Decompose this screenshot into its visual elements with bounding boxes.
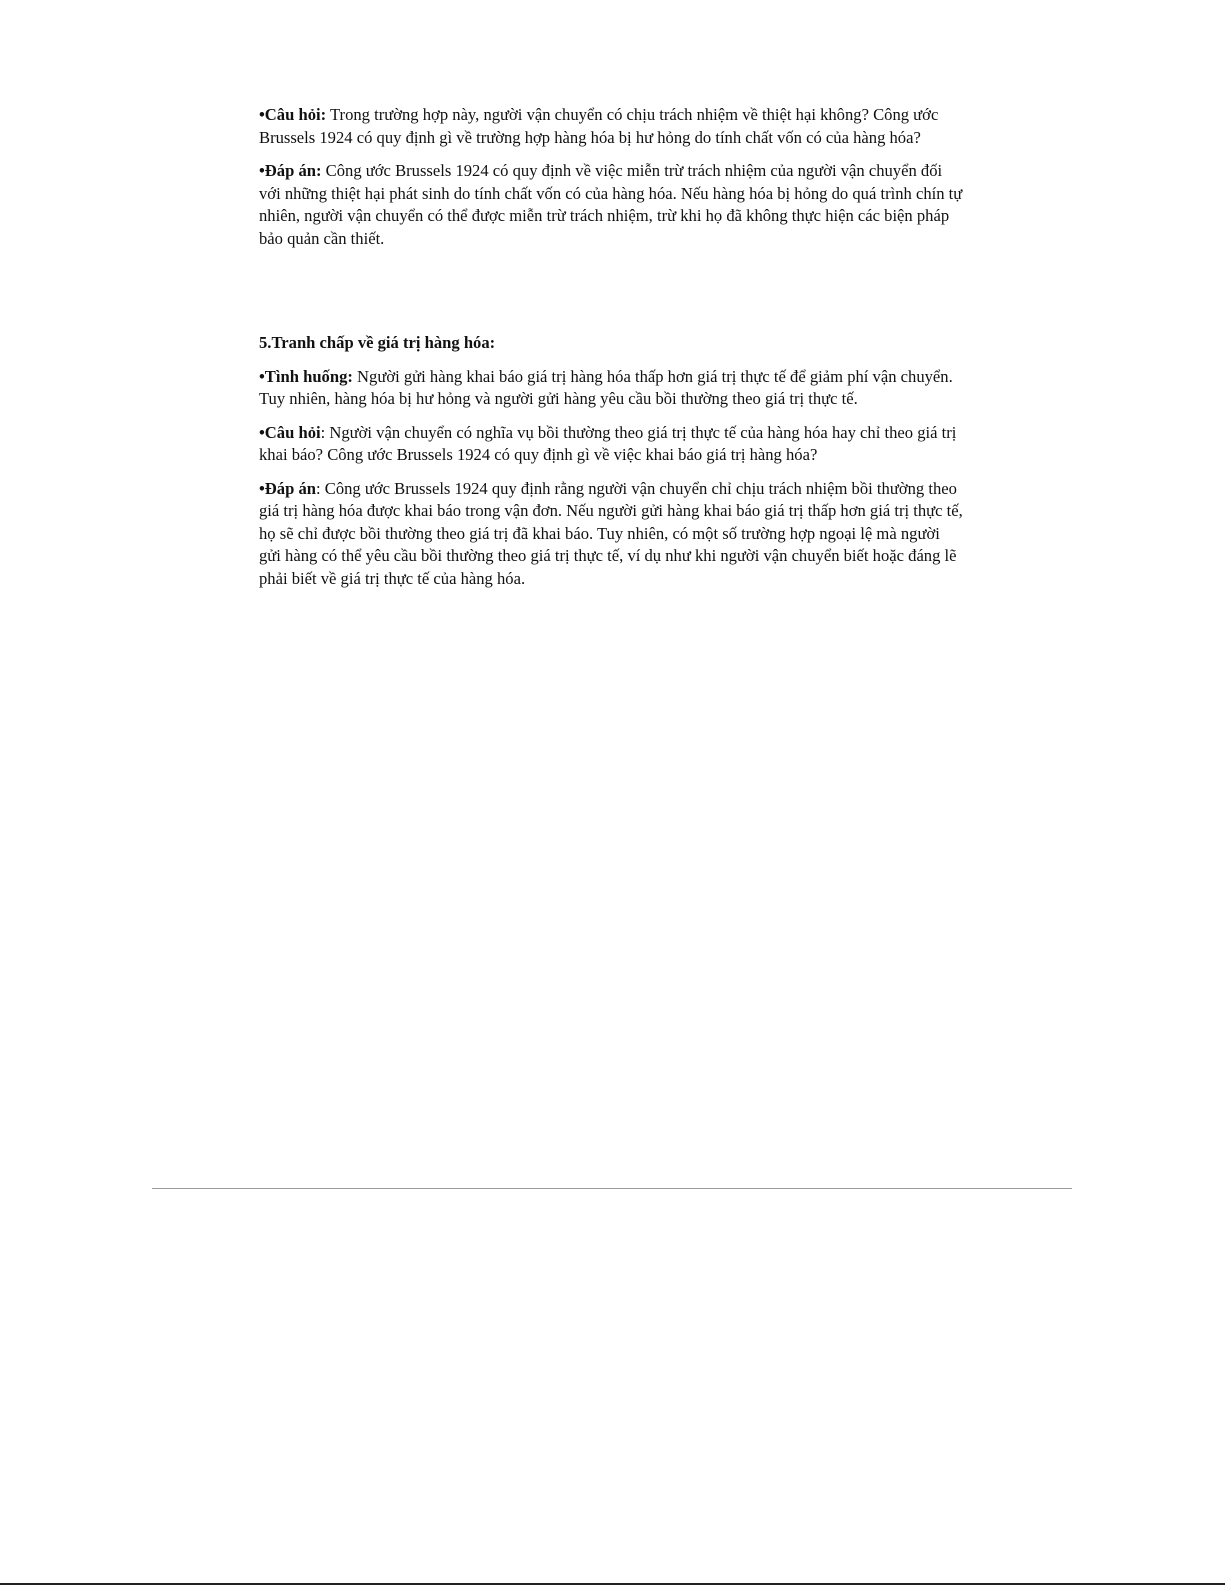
page-divider [152, 1188, 1072, 1189]
answer-text: : Công ước Brussels 1924 quy định rằng người vận chuyển chỉ chịu trách nhiệm bồi thường theo giá trị hàng hóa được khai báo trong vận đơn. Nếu người gửi hàng khai báo giá trị thấp hơn giá trị thực tế, họ sẽ chỉ được bồi thường theo giá trị đã khai báo. Tuy nhiên, có một số trường hợp ngoại lệ mà người gửi hàng có thể yêu cầu bồi thường theo giá trị thực tế, ví dụ như khi người vận chuyển biết hoặc đáng lẽ phải biết về giá trị thực tế của hàng hóa. [259, 478, 963, 588]
question-text: : Người vận chuyển có nghĩa vụ bồi thường theo giá trị thực tế của hàng hóa hay chỉ theo giá trị khai báo? Công ước Brussels 1924 có quy định gì về việc khai báo giá trị hàng hóa? [259, 422, 957, 464]
question-paragraph [259, 422, 964, 467]
situation-label: •Tình huống: [259, 366, 353, 386]
question-label: •Câu hỏi: [259, 105, 327, 124]
section-heading: 5.Tranh chấp về giá trị hàng hóa: [259, 333, 496, 352]
answer-paragraph [259, 160, 964, 250]
answer-text: Công ước Brussels 1924 có quy định về việc miễn trừ trách nhiệm của người vận chuyển đối với những thiệt hại phát sinh do tính chất vốn có của hàng hóa. Nếu hàng hóa bị hỏng do quá trình chín tự nhiên, người vận chuyển có thể được miễn trừ trách nhiệm, trừ khi họ đã không thực hiện các biện pháp bảo quản cần thiết. [259, 161, 963, 248]
answer-label: •Đáp án: [259, 161, 322, 180]
question-paragraph [259, 104, 964, 149]
situation-paragraph [259, 366, 964, 411]
answer-label: •Đáp án [259, 478, 316, 498]
document-body [259, 104, 964, 601]
question-text: Trong trường hợp này, người vận chuyển có chịu trách nhiệm về thiệt hại không? Công ước Brussels 1924 có quy định gì về trường hợp hàng hóa bị hư hỏng do tính chất vốn có của hàng hóa? [259, 105, 939, 147]
answer-paragraph [259, 478, 964, 591]
question-label: •Câu hỏi [259, 422, 321, 442]
situation-text: Người gửi hàng khai báo giá trị hàng hóa thấp hơn giá trị thực tế để giảm phí vận chuyển. Tuy nhiên, hàng hóa bị hư hỏng và người gửi hàng yêu cầu bồi thường theo giá trị thực tế. [259, 366, 953, 408]
section-spacer [259, 261, 964, 332]
